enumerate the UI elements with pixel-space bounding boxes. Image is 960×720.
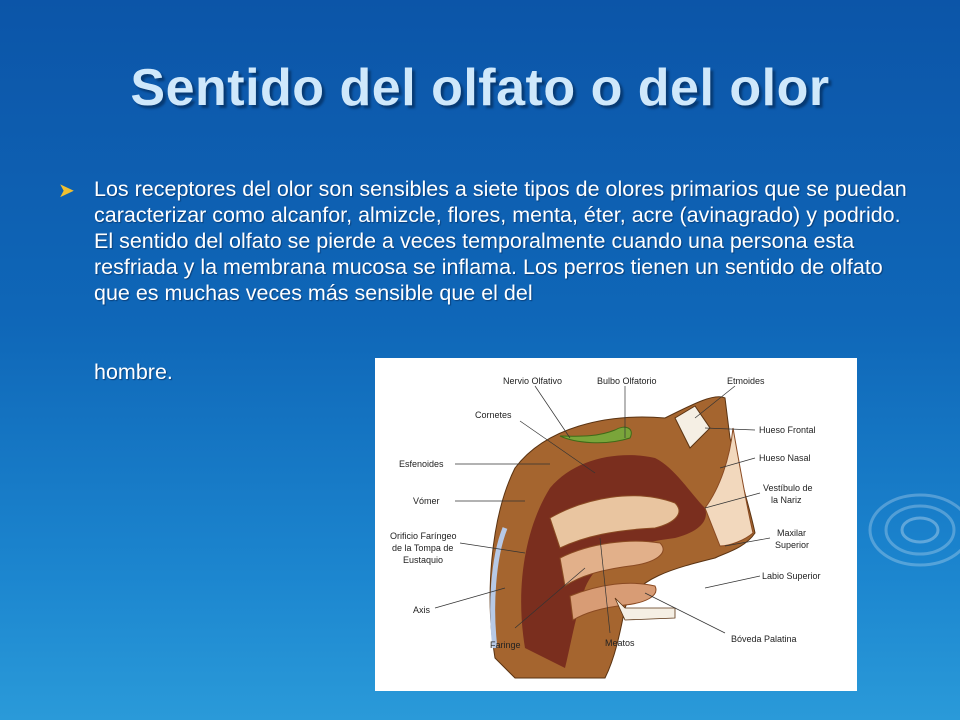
label-orificio-3: Eustaquio	[403, 555, 444, 565]
nasal-anatomy-diagram	[375, 358, 857, 691]
bullet-item	[58, 176, 918, 306]
label-cornetes: Cornetes	[475, 410, 512, 420]
label-hueso-nasal: Hueso Nasal	[759, 453, 811, 463]
label-vestibulo-2: la Nariz	[771, 495, 802, 505]
label-axis: Axis	[413, 605, 431, 615]
label-maxilar-1: Maxilar	[777, 528, 807, 538]
arrow-bullet-icon: ➤	[58, 180, 75, 202]
label-labio-superior: Labio Superior	[762, 571, 821, 581]
label-boveda-palatina: Bóveda Palatina	[731, 634, 797, 644]
swirl-decoration-icon	[860, 470, 960, 590]
label-hueso-frontal: Hueso Frontal	[759, 425, 816, 435]
label-maxilar-2: Superior	[775, 540, 810, 550]
label-vestibulo-1: Vestíbulo de	[763, 483, 813, 493]
nasal-anatomy-figure	[375, 358, 857, 691]
label-esfenoides: Esfenoides	[399, 459, 444, 469]
bullet-text: Los receptores del olor son sensibles a siete tipos de olores primarios que se puedan caracterizar como alcanfor, almizcle, flores, menta, éter, acre (avinagrado) y podrido. El sentido del olfato se pierde a veces temporalmente cuando una persona esta resfriada y la membrana mucosa se inflama. Los perros tienen un sentido de olfato que es muchas veces más sensible que el del	[94, 177, 907, 305]
bullet-text-tail: hombre.	[94, 360, 173, 384]
label-faringe: Faringe	[490, 640, 521, 650]
label-etmoides: Etmoides	[727, 376, 765, 386]
label-meatos: Meatos	[605, 638, 635, 648]
label-orificio-1: Orificio Faríngeo	[390, 531, 457, 541]
slide-title: Sentido del olfato o del olor	[130, 59, 830, 117]
label-nervio-olfativo: Nervio Olfativo	[503, 376, 563, 386]
label-vomer: Vómer	[413, 496, 440, 506]
label-orificio-2: de la Tompa de	[392, 543, 454, 553]
label-bulbo-olfatorio: Bulbo Olfatorio	[597, 376, 657, 386]
